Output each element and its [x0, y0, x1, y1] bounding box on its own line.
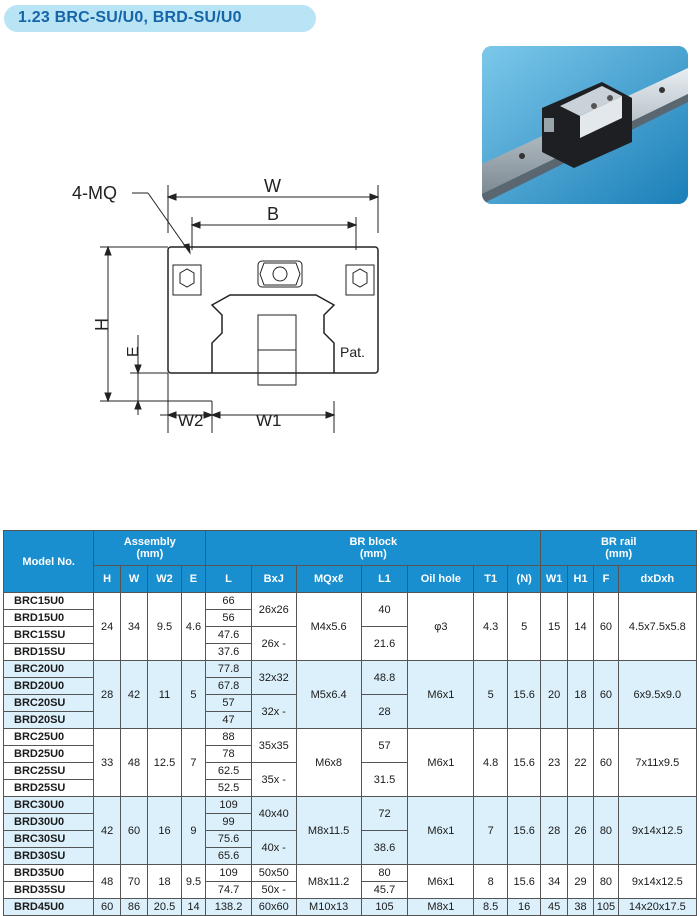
cell-l: 77.8: [206, 661, 252, 678]
cell-h: 48: [94, 865, 120, 899]
cell-l1: 105: [361, 899, 408, 916]
header-model: Model No.: [4, 531, 94, 593]
header-f: F: [594, 566, 618, 593]
cell-l: 75.6: [206, 831, 252, 848]
cell-l1: 40: [361, 593, 408, 627]
cell-dxd: 9x14x12.5: [618, 797, 696, 865]
model-number: BRC15SU: [4, 627, 94, 644]
cell-bxj: 35x35: [251, 729, 296, 763]
model-number: BRD35U0: [4, 865, 94, 882]
cell-w: 70: [120, 865, 147, 899]
table-row: [4, 729, 697, 746]
cell-l1: 31.5: [361, 763, 408, 797]
header-l1: L1: [361, 566, 408, 593]
cell-f: 60: [594, 593, 618, 661]
model-number: BRC30SU: [4, 831, 94, 848]
cell-bxj: 35x -: [251, 763, 296, 797]
cell-dxd: 14x20x17.5: [618, 899, 696, 916]
cell-f: 60: [594, 661, 618, 729]
header-l: L: [206, 566, 252, 593]
header-w2: W2: [148, 566, 182, 593]
cell-rail-w1: 34: [541, 865, 567, 899]
model-number: BRD15U0: [4, 610, 94, 627]
header-rail-h1: H1: [567, 566, 593, 593]
cell-e: 5: [181, 661, 205, 729]
cell-mq: M4x5.6: [296, 593, 361, 661]
label-h: H: [92, 318, 112, 331]
cell-rail-h1: 14: [567, 593, 593, 661]
cell-h: 42: [94, 797, 120, 865]
cell-l: 47.6: [206, 627, 252, 644]
cell-rail-h1: 26: [567, 797, 593, 865]
cell-w: 48: [120, 729, 147, 797]
cell-oil-hole: M6x1: [408, 661, 474, 729]
header-rail: BR rail (mm): [541, 531, 697, 566]
table-row: [4, 899, 697, 916]
cell-mq: M8x11.5: [296, 797, 361, 865]
label-pat: Pat.: [340, 344, 365, 360]
cell-t1: 8: [474, 865, 508, 899]
cell-f: 80: [594, 797, 618, 865]
cell-oil-hole: M6x1: [408, 797, 474, 865]
cell-bxj: 50x -: [251, 882, 296, 899]
cell-dxd: 7x11x9.5: [618, 729, 696, 797]
header-rail-w1: W1: [541, 566, 567, 593]
model-number: BRD25U0: [4, 746, 94, 763]
label-mq: 4-MQ: [72, 183, 117, 203]
table-row: [4, 865, 697, 882]
cell-bxj: 32x32: [251, 661, 296, 695]
cell-n: 15.6: [507, 797, 541, 865]
model-number: BRD30SU: [4, 848, 94, 865]
label-w2: W2: [178, 411, 204, 430]
cell-l: 67.8: [206, 678, 252, 695]
model-number: BRD20SU: [4, 712, 94, 729]
model-number: BRC20SU: [4, 695, 94, 712]
cell-w: 34: [120, 593, 147, 661]
model-number: BRC25U0: [4, 729, 94, 746]
cell-bxj: 32x -: [251, 695, 296, 729]
cell-l1: 28: [361, 695, 408, 729]
header-h: H: [94, 566, 120, 593]
header-mq: MQxℓ: [296, 566, 361, 593]
cell-rail-h1: 29: [567, 865, 593, 899]
table-row: [4, 797, 697, 814]
cell-bxj: 40x40: [251, 797, 296, 831]
model-number: BRD30U0: [4, 814, 94, 831]
cell-l: 65.6: [206, 848, 252, 865]
cross-section-drawing: [60, 175, 420, 440]
header-w: W: [120, 566, 147, 593]
cell-n: 5: [507, 593, 541, 661]
cell-rail-w1: 28: [541, 797, 567, 865]
cell-l: 88: [206, 729, 252, 746]
cell-bxj: 60x60: [251, 899, 296, 916]
cell-e: 9.5: [181, 865, 205, 899]
model-number: BRC30U0: [4, 797, 94, 814]
cell-l1: 48.8: [361, 661, 408, 695]
table-row: [4, 593, 697, 610]
cell-e: 9: [181, 797, 205, 865]
cell-h: 24: [94, 593, 120, 661]
header-block: BR block (mm): [206, 531, 541, 566]
cell-n: 15.6: [507, 661, 541, 729]
cell-t1: 4.8: [474, 729, 508, 797]
cell-oil-hole: M6x1: [408, 729, 474, 797]
table-row: [4, 661, 697, 678]
cell-h: 33: [94, 729, 120, 797]
cell-mq: M8x11.2: [296, 865, 361, 899]
label-w: W: [264, 176, 281, 196]
cell-l: 99: [206, 814, 252, 831]
cell-l: 47: [206, 712, 252, 729]
header-e: E: [181, 566, 205, 593]
model-number: BRD20U0: [4, 678, 94, 695]
cell-l: 78: [206, 746, 252, 763]
cell-e: 7: [181, 729, 205, 797]
cell-rail-w1: 23: [541, 729, 567, 797]
cell-w: 86: [120, 899, 147, 916]
header-oil: Oil hole: [408, 566, 474, 593]
cell-oil-hole: M8x1: [408, 899, 474, 916]
cell-l: 37.6: [206, 644, 252, 661]
model-number: BRC15U0: [4, 593, 94, 610]
header-n: (N): [507, 566, 541, 593]
cell-w2: 20.5: [148, 899, 182, 916]
cell-f: 60: [594, 729, 618, 797]
cell-l: 66: [206, 593, 252, 610]
cell-rail-h1: 18: [567, 661, 593, 729]
model-number: BRD25SU: [4, 780, 94, 797]
cell-rail-w1: 20: [541, 661, 567, 729]
spec-table: [3, 530, 697, 916]
label-w1: W1: [256, 411, 282, 430]
model-number: BRD45U0: [4, 899, 94, 916]
cell-dxd: 9x14x12.5: [618, 865, 696, 899]
cell-l: 52.5: [206, 780, 252, 797]
cell-l1: 80: [361, 865, 408, 882]
cell-l1: 38.6: [361, 831, 408, 865]
model-number: BRD35SU: [4, 882, 94, 899]
header-t1: T1: [474, 566, 508, 593]
section-title-pill: [4, 5, 316, 32]
cell-t1: 4.3: [474, 593, 508, 661]
model-number: BRC20U0: [4, 661, 94, 678]
linear-guide-photo-icon: [482, 46, 688, 204]
cell-oil-hole: M6x1: [408, 865, 474, 899]
cell-rail-h1: 38: [567, 899, 593, 916]
cell-mq: M5x6.4: [296, 661, 361, 729]
cell-l1: 72: [361, 797, 408, 831]
cell-w2: 9.5: [148, 593, 182, 661]
cell-t1: 8.5: [474, 899, 508, 916]
cell-l1: 45.7: [361, 882, 408, 899]
cell-f: 105: [594, 899, 618, 916]
model-number: BRC25SU: [4, 763, 94, 780]
label-e: E: [125, 346, 142, 357]
cell-bxj: 26x -: [251, 627, 296, 661]
cell-l: 56: [206, 610, 252, 627]
cell-l: 57: [206, 695, 252, 712]
cell-n: 16: [507, 899, 541, 916]
cell-l: 109: [206, 797, 252, 814]
cell-h: 60: [94, 899, 120, 916]
cell-l: 74.7: [206, 882, 252, 899]
cell-w2: 12.5: [148, 729, 182, 797]
cell-dxd: 4.5x7.5x5.8: [618, 593, 696, 661]
cell-rail-w1: 45: [541, 899, 567, 916]
cell-rail-h1: 22: [567, 729, 593, 797]
section-title: 1.23 BRC-SU/U0, BRD-SU/U0: [18, 9, 242, 26]
cell-w2: 11: [148, 661, 182, 729]
cell-f: 80: [594, 865, 618, 899]
cell-bxj: 40x -: [251, 831, 296, 865]
cell-n: 15.6: [507, 729, 541, 797]
cell-h: 28: [94, 661, 120, 729]
cell-w2: 16: [148, 797, 182, 865]
cell-w: 60: [120, 797, 147, 865]
header-assembly: Assembly (mm): [94, 531, 206, 566]
cell-l1: 57: [361, 729, 408, 763]
cell-l: 138.2: [206, 899, 252, 916]
cell-rail-w1: 15: [541, 593, 567, 661]
cell-mq: M6x8: [296, 729, 361, 797]
cell-mq: M10x13: [296, 899, 361, 916]
cell-l: 109: [206, 865, 252, 882]
header-bxj: BxJ: [251, 566, 296, 593]
cell-e: 4.6: [181, 593, 205, 661]
cell-w2: 18: [148, 865, 182, 899]
cell-dxd: 6x9.5x9.0: [618, 661, 696, 729]
cell-t1: 7: [474, 797, 508, 865]
cell-w: 42: [120, 661, 147, 729]
cell-bxj: 50x50: [251, 865, 296, 882]
cell-t1: 5: [474, 661, 508, 729]
cell-bxj: 26x26: [251, 593, 296, 627]
model-number: BRD15SU: [4, 644, 94, 661]
cell-l1: 21.6: [361, 627, 408, 661]
cell-e: 14: [181, 899, 205, 916]
header-dxd: dxDxh: [618, 566, 696, 593]
product-photo: [482, 46, 688, 204]
label-b: B: [267, 204, 280, 224]
cell-oil-hole: φ3: [408, 593, 474, 661]
cell-l: 62.5: [206, 763, 252, 780]
cell-n: 15.6: [507, 865, 541, 899]
